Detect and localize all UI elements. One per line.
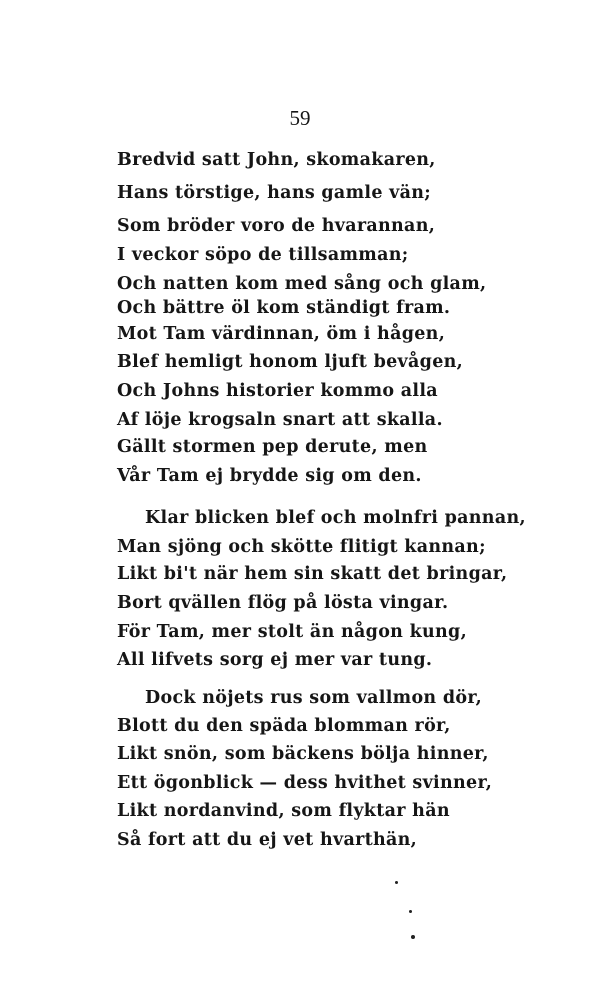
verse-line: Och bättre öl kom ständigt fram. — [117, 298, 451, 318]
verse-line: Klar blicken blef och molnfri pannan, — [145, 508, 526, 528]
verse-line: Blott du den späda blomman rör, — [117, 716, 451, 736]
verse-line: I veckor söpo de tillsamman; — [117, 245, 409, 265]
verse-line: Bort qvällen flög på lösta vingar. — [117, 593, 449, 613]
ink-speck — [409, 910, 412, 913]
ink-speck — [411, 935, 415, 939]
page-number: 59 — [289, 106, 311, 130]
verse-line: För Tam, mer stolt än någon kung, — [117, 622, 467, 642]
verse-line: Hans törstige, hans gamle vän; — [117, 183, 432, 203]
verse-line: Man sjöng och skötte flitigt kannan; — [117, 537, 486, 557]
verse-line: Af löje krogsaln snart att skalla. — [117, 410, 443, 430]
verse-line: Likt bi't när hem sin skatt det bringar, — [117, 564, 508, 584]
verse-line: Gällt stormen pep derute, men — [117, 437, 428, 457]
verse-line: Så fort att du ej vet hvarthän, — [117, 830, 418, 850]
verse-line: Och natten kom med sång och glam, — [117, 274, 487, 294]
verse-line: Ett ögonblick — dess hvithet svinner, — [117, 773, 493, 793]
verse-line: Blef hemligt honom ljuft bevågen, — [117, 352, 464, 372]
verse-line: Vår Tam ej brydde sig om den. — [117, 466, 422, 486]
ink-speck — [395, 881, 398, 884]
verse-line: Likt snön, som bäckens bölja hinner, — [117, 744, 489, 764]
verse-line: Dock nöjets rus som vallmon dör, — [145, 688, 482, 708]
verse-line: Bredvid satt John, skomakaren, — [117, 150, 436, 170]
verse-line: Likt nordanvind, som flyktar hän — [117, 801, 450, 821]
verse-line: Och Johns historier kommo alla — [117, 381, 438, 401]
verse-line: Mot Tam värdinnan, öm i hågen, — [117, 324, 446, 344]
verse-line: Som bröder voro de hvarannan, — [117, 216, 436, 236]
verse-line: All lifvets sorg ej mer var tung. — [117, 650, 433, 670]
